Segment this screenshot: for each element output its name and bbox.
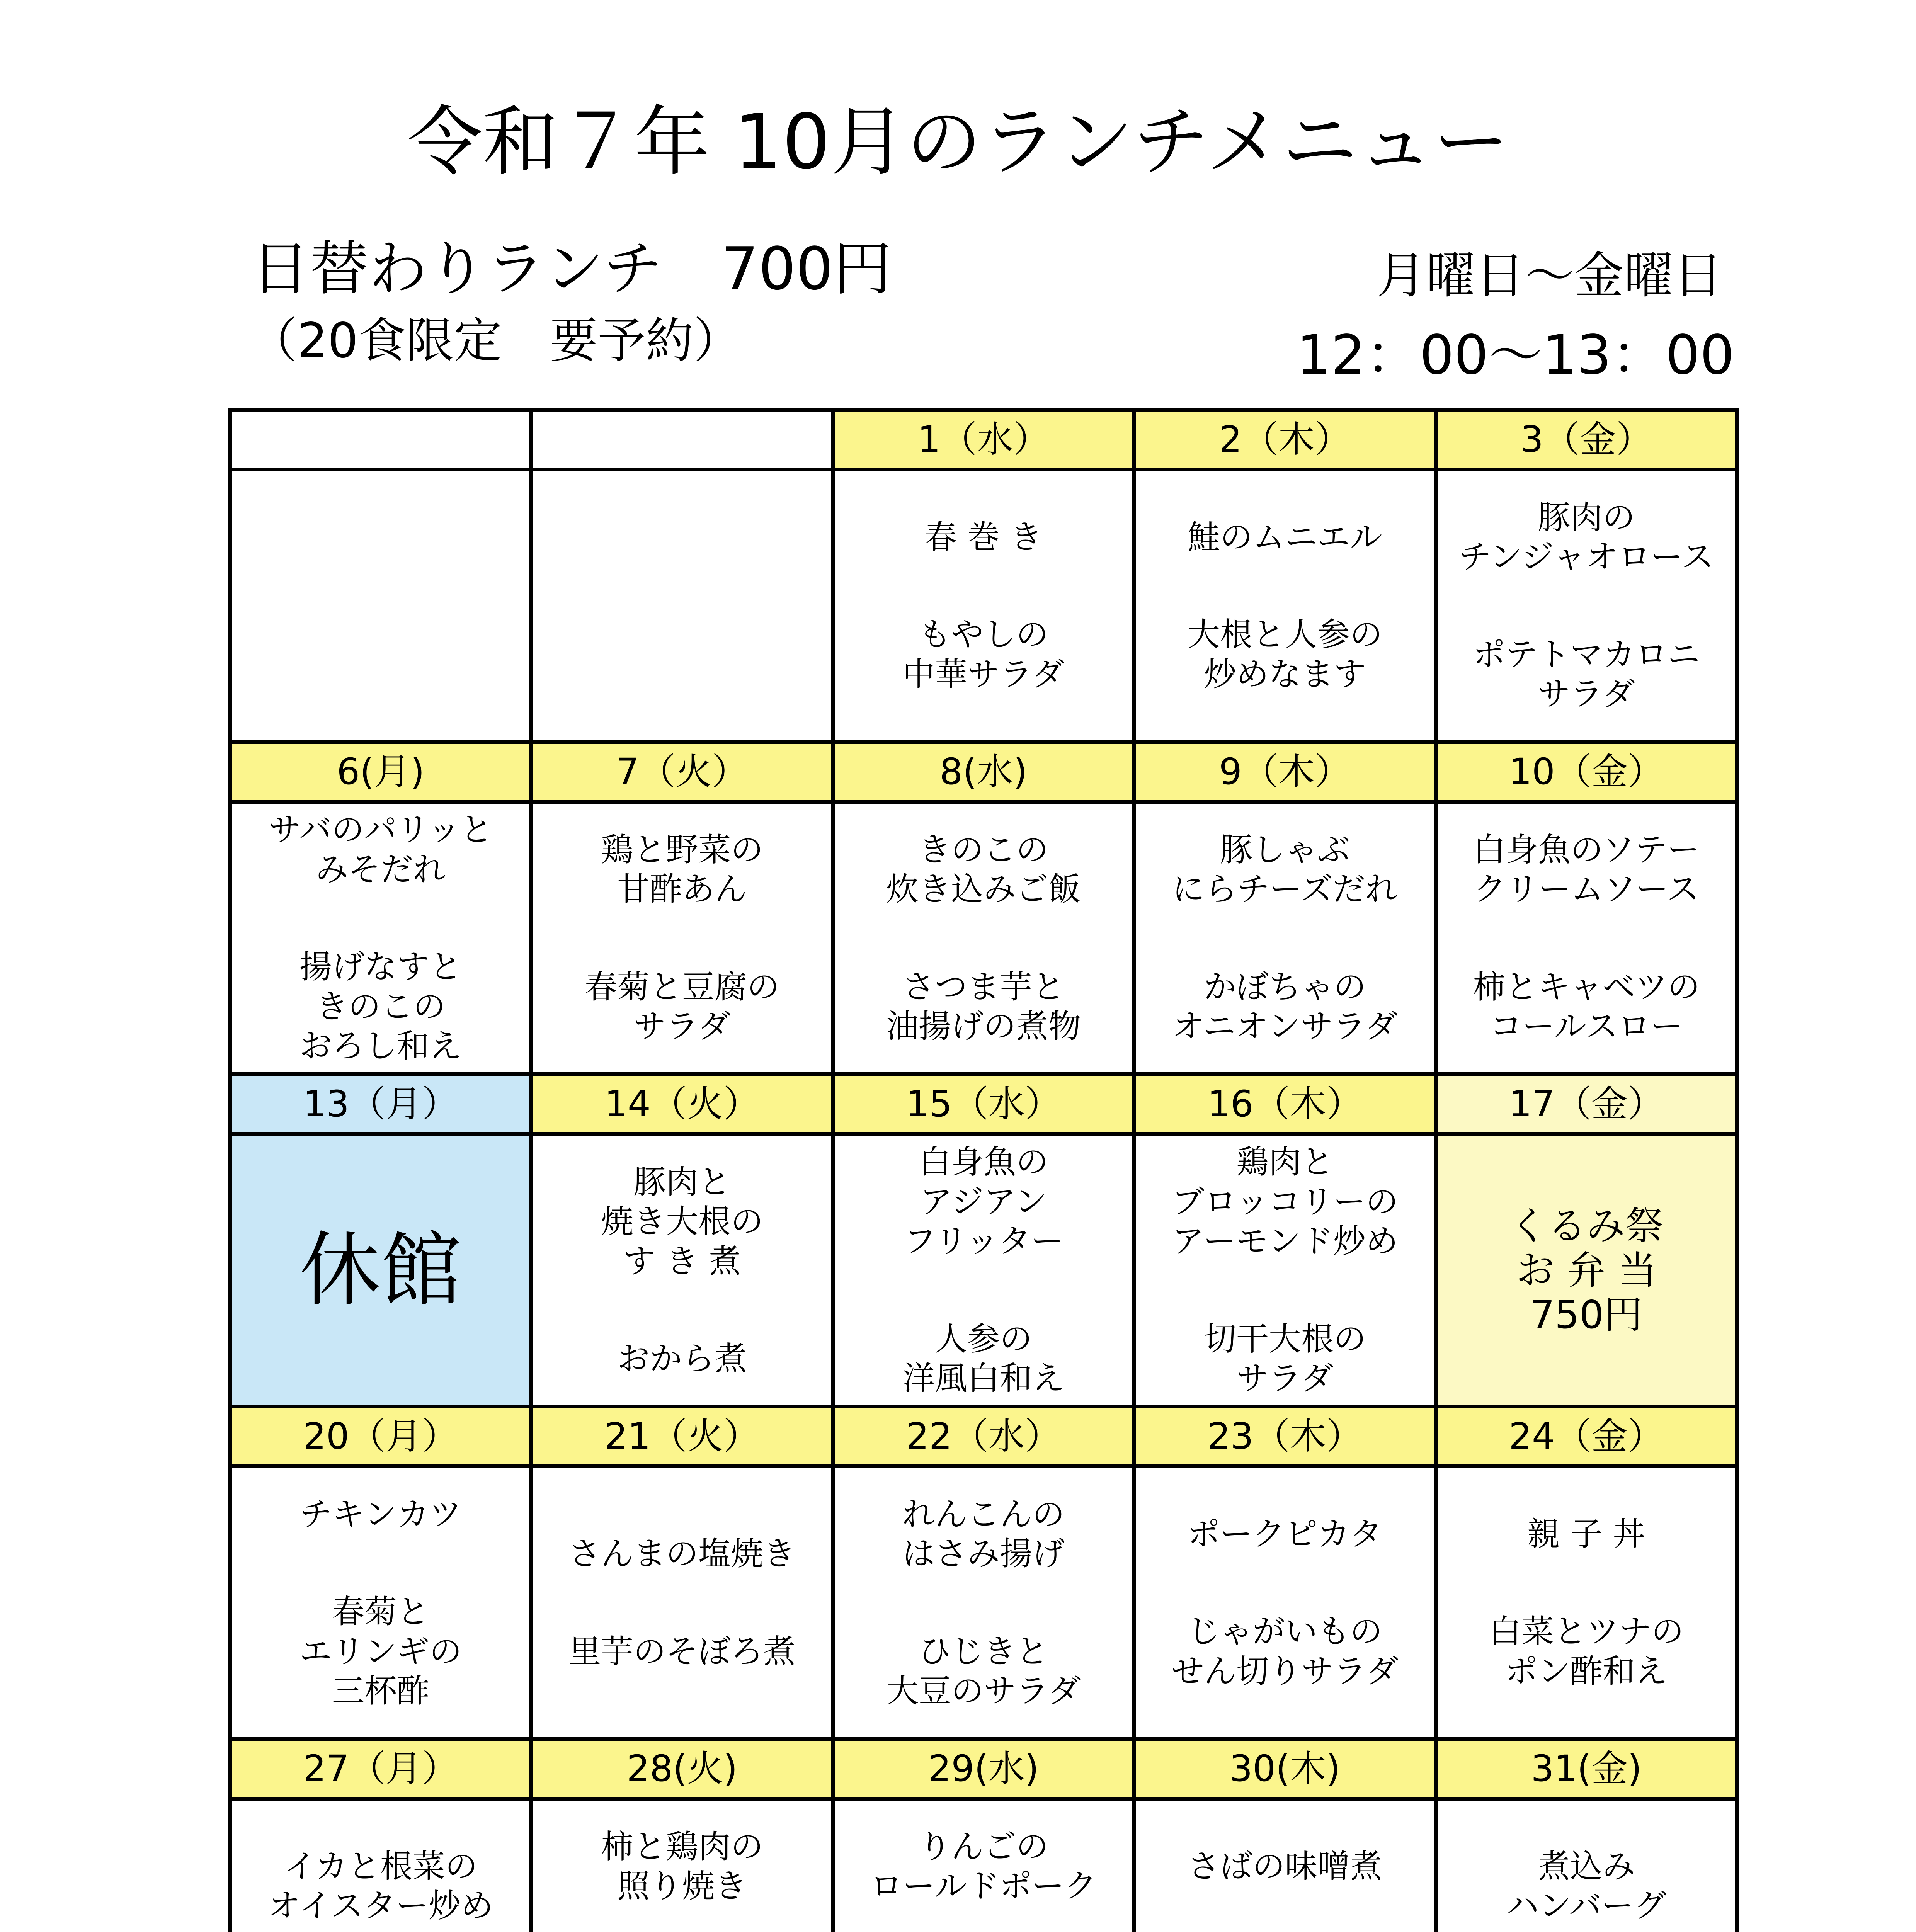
menu-cell [230, 1134, 531, 1406]
main-dish: さばの味噌煮 [1187, 1847, 1382, 1885]
menu-cell [1134, 802, 1436, 1074]
side-dish: 春菊と豆腐の サラダ [584, 968, 779, 1045]
menu-cell [230, 802, 531, 1074]
date-cell: 15（水） [833, 1074, 1134, 1134]
menu-cell [531, 469, 833, 742]
main-dish: 鮭のムニエル [1187, 518, 1382, 556]
side-dish: じゃがいもの せん切りサラダ [1171, 1612, 1399, 1690]
date-cell: 17（金） [1436, 1074, 1737, 1134]
main-dish: きのこの 炊き込みご飯 [886, 830, 1081, 908]
date-cell [230, 410, 531, 469]
menu-row [230, 1799, 1737, 1932]
menu-cell [1436, 1799, 1737, 1932]
main-dish: さんまの塩焼き [568, 1535, 796, 1573]
menu-cell [1134, 1799, 1436, 1932]
date-cell: 10（金） [1436, 742, 1737, 802]
date-cell: 20（月） [230, 1406, 531, 1466]
menu-cell [230, 1799, 531, 1932]
page-title: 令和７年 10月のランチメニュー [407, 98, 1509, 186]
main-dish: サバのパリッと みそだれ [269, 811, 493, 888]
menu-cell [833, 469, 1134, 742]
side-dish: 大根と人参の 炒めなます [1187, 616, 1382, 693]
date-cell: 27（月） [230, 1739, 531, 1799]
menu-cell [833, 1799, 1134, 1932]
lunch-name: 日替わりランチ 700円 [251, 235, 892, 303]
menu-cell [531, 802, 833, 1074]
main-dish: 白身魚のソテー クリームソース [1473, 830, 1700, 908]
side-dish: 里芋のそぼろ煮 [568, 1632, 796, 1670]
date-cell: 13（月） [230, 1074, 531, 1134]
date-row [230, 742, 1737, 802]
menu-cell [531, 1134, 833, 1406]
main-dish: イカと根菜の オイスター炒め [268, 1847, 493, 1925]
main-dish: ポークピカタ [1187, 1515, 1382, 1553]
lunch-limit: （20食限定 要予約） [249, 313, 742, 369]
date-cell: 28(火) [531, 1739, 833, 1799]
main-dish: 親 子 丼 [1527, 1515, 1645, 1553]
closed-label: 休館 [299, 1223, 462, 1318]
side-dish: 揚げなすと きのこの おろし和え [299, 948, 462, 1065]
main-dish: れんこんの はさみ揚げ [902, 1495, 1065, 1573]
menu-cell [531, 1466, 833, 1739]
service-days: 月曜日～金曜日 [1376, 247, 1723, 304]
main-dish: 豚肉の チンジャオロース [1459, 498, 1714, 576]
date-row [230, 1074, 1737, 1134]
main-dish: 豚しゃぶ にらチーズだれ [1172, 830, 1398, 908]
date-cell: 9（木） [1134, 742, 1436, 802]
menu-cell [833, 1134, 1134, 1406]
menu-row [230, 469, 1737, 742]
main-dish: りんごの ロールドポーク [870, 1827, 1097, 1905]
date-cell: 14（火） [531, 1074, 833, 1134]
lunch-calendar [228, 408, 1739, 1932]
date-cell [531, 410, 833, 469]
main-dish: 春 巻 き [924, 518, 1043, 556]
main-dish: 白身魚の アジアン フリッター [904, 1143, 1063, 1260]
date-cell: 3（金） [1436, 410, 1737, 469]
side-dish: 春菊と エリンギの 三杯酢 [299, 1593, 462, 1710]
date-cell: 21（火） [531, 1406, 833, 1466]
side-dish: 人参の 洋風白和え [902, 1320, 1065, 1398]
date-row [230, 1739, 1737, 1799]
main-dish: 鶏肉と ブロッコリーの アーモンド炒め [1171, 1143, 1399, 1260]
menu-cell [1134, 469, 1436, 742]
date-cell: 16（木） [1134, 1074, 1436, 1134]
date-cell: 7（火） [531, 742, 833, 802]
menu-row [230, 1134, 1737, 1406]
menu-cell [1436, 1134, 1737, 1406]
date-row [230, 410, 1737, 469]
date-cell: 30(木) [1134, 1739, 1436, 1799]
menu-cell [1436, 802, 1737, 1074]
menu-cell [1436, 469, 1737, 742]
side-dish: 柿とキャベツの コールスロー [1472, 968, 1700, 1045]
date-cell: 31(金) [1436, 1739, 1737, 1799]
date-cell: 8(水) [833, 742, 1134, 802]
date-cell: 1（水） [833, 410, 1134, 469]
side-dish: もやしの 中華サラダ [902, 616, 1065, 693]
menu-cell [230, 1466, 531, 1739]
date-cell: 22（水） [833, 1406, 1134, 1466]
menu-cell [531, 1799, 833, 1932]
side-dish: かぼちゃの オニオンサラダ [1172, 968, 1398, 1045]
side-dish: さつま芋と 油揚げの煮物 [886, 968, 1081, 1045]
menu-cell [1436, 1466, 1737, 1739]
side-dish: 切干大根の サラダ [1203, 1320, 1366, 1398]
menu-cell [833, 1466, 1134, 1739]
main-dish: チキンカツ [299, 1495, 462, 1533]
main-dish: 豚肉と 焼き大根の す き 煮 [601, 1163, 763, 1280]
menu-row [230, 1466, 1737, 1739]
date-row [230, 1406, 1737, 1466]
menu-cell [230, 469, 531, 742]
date-cell: 6(月) [230, 742, 531, 802]
side-dish: おから煮 [617, 1339, 747, 1378]
side-dish: ひじきと 大豆のサラダ [886, 1632, 1081, 1710]
side-dish: ポテトマカロニ サラダ [1472, 635, 1700, 713]
side-dish: 白菜とツナの ポン酢和え [1489, 1612, 1684, 1690]
date-cell: 2（木） [1134, 410, 1436, 469]
menu-cell [833, 802, 1134, 1074]
service-hours: 12：00～13：00 [1297, 324, 1734, 387]
menu-cell [1134, 1466, 1436, 1739]
main-dish: 鶏と野菜の 甘酢あん [601, 830, 763, 908]
main-dish: 煮込み ハンバーグ [1506, 1847, 1667, 1925]
menu-row [230, 802, 1737, 1074]
menu-cell [1134, 1134, 1436, 1406]
date-cell: 24（金） [1436, 1406, 1737, 1466]
festival-bento: くるみ祭 お 弁 当 750円 [1509, 1203, 1664, 1337]
date-cell: 23（木） [1134, 1406, 1436, 1466]
date-cell: 29(水) [833, 1739, 1134, 1799]
main-dish: 柿と鶏肉の 照り焼き [601, 1827, 763, 1905]
